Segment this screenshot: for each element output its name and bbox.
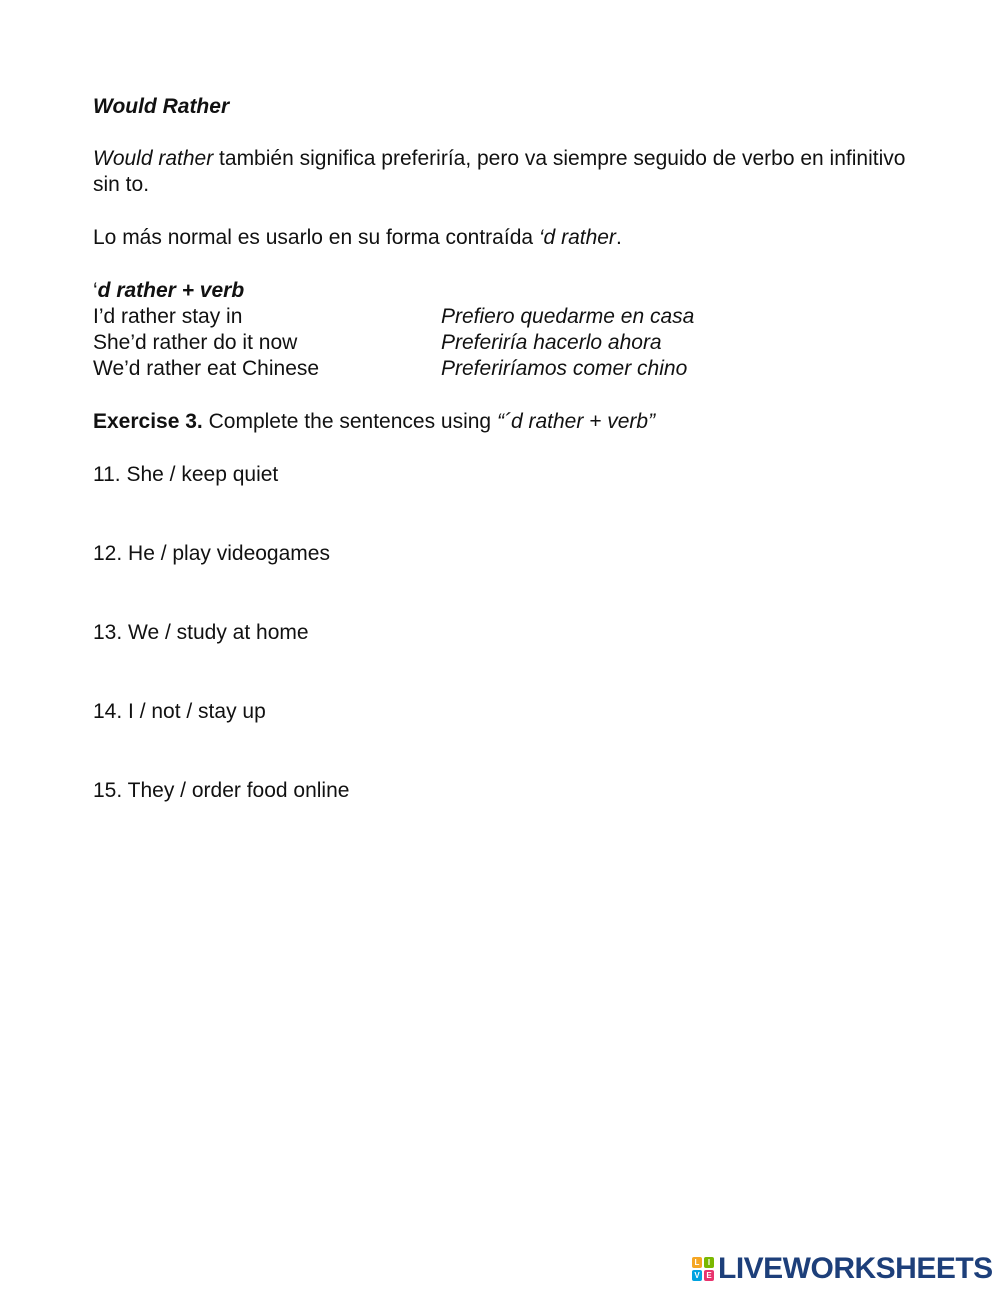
logo-tile-i: I: [704, 1257, 714, 1268]
contraction-paragraph: [93, 225, 622, 251]
contraction-text: Lo más normal es usarlo en su forma contraída: [93, 226, 539, 249]
logo-wordmark: LIVEWORKSHEETS: [718, 1252, 993, 1285]
question-item: 12. He / play videogames: [93, 542, 330, 565]
logo-tile-l: L: [692, 1257, 702, 1268]
formula-quote: ‘: [93, 279, 98, 302]
formula-text: d rather + verb: [97, 279, 245, 302]
question-item: 11. She / keep quiet: [93, 463, 279, 486]
question-item: 13. We / study at home: [93, 621, 309, 644]
would-rather-term: Would rather: [93, 147, 214, 170]
example-english: We’d rather eat Chinese: [93, 357, 320, 380]
example-spanish: Prefiero quedarme en casa: [441, 305, 695, 328]
question-item: 15. They / order food online: [93, 779, 350, 802]
example-english: I’d rather stay in: [93, 305, 243, 328]
example-spanish: Preferiría hacerlo ahora: [441, 331, 662, 354]
page-title: Would Rather: [93, 95, 230, 118]
exercise-text: Complete the sentences using: [202, 410, 497, 433]
live-icon: [692, 1257, 714, 1281]
example-english: She’d rather do it now: [93, 331, 298, 354]
intro-text: también significa preferiría, pero va siempre seguido de verbo en infinitivo sin to.: [93, 147, 906, 196]
structure-formula: [93, 278, 244, 304]
exercise-pattern: “´d rather + verb”: [496, 410, 656, 433]
question-item: 14. I / not / stay up: [93, 700, 266, 723]
intro-paragraph: [93, 146, 913, 198]
contraction-end: .: [615, 226, 622, 249]
exercise-label: Exercise 3.: [93, 410, 203, 433]
logo-tile-e: E: [704, 1270, 714, 1281]
logo-tile-v: V: [692, 1270, 702, 1281]
example-spanish: Preferiríamos comer chino: [441, 357, 688, 380]
contraction-term: ‘d rather: [538, 226, 616, 249]
exercise-instructions: [93, 409, 655, 435]
liveworksheets-logo: [692, 1254, 993, 1284]
